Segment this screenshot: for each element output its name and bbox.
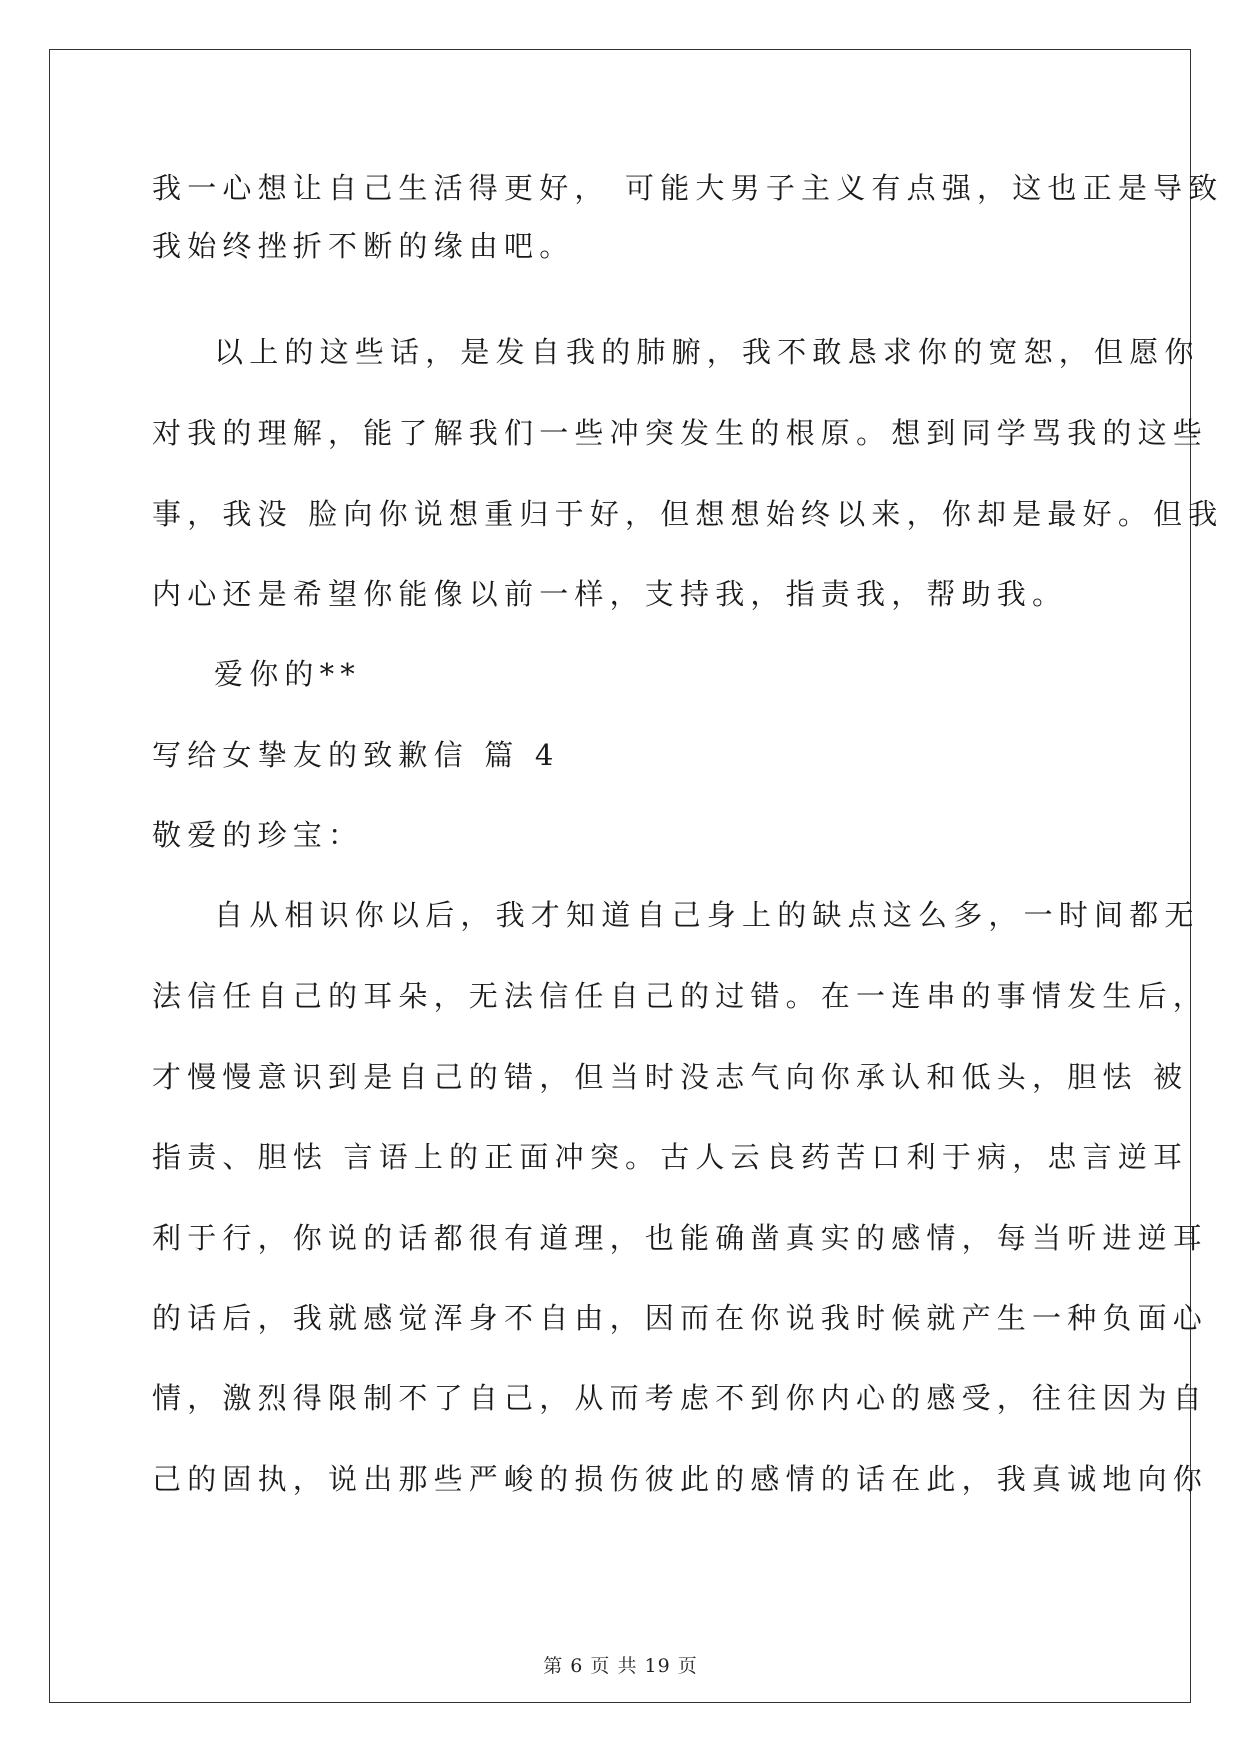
text-line-6: 内心还是希望你能像以前一样，支持我，指责我，帮助我。 — [152, 577, 1068, 611]
text-line-14: 利于行，你说的话都很有道理，也能确凿真实的感情，每当听进逆耳 — [152, 1221, 1209, 1255]
text-line-5: 事，我没 脸向你说想重归于好，但想想始终以来，你却是最好。但我 — [152, 497, 1224, 531]
text-line-3: 以上的这些话，是发自我的肺腑，我不敢恳求你的宽恕，但愿你 — [214, 335, 1200, 369]
text-line-12: 才慢慢意识到是自己的错，但当时没志气向你承认和低头，胆怯 被 — [152, 1060, 1189, 1094]
section-heading: 写给女挚友的致歉信 篇 4 — [152, 738, 560, 772]
signature-line: 爱你的** — [214, 657, 362, 691]
text-line-13: 指责、胆怯 言语上的正面冲突。古人云良药苦口利于病，忠言逆耳 — [152, 1140, 1189, 1174]
text-line-10: 自从相识你以后，我才知道自己身上的缺点这么多，一时间都无 — [214, 898, 1200, 932]
text-line-11: 法信任自己的耳朵，无法信任自己的过错。在一连串的事情发生后， — [152, 979, 1209, 1013]
salutation: 敬爱的珍宝： — [152, 818, 364, 852]
text-line-4: 对我的理解，能了解我们一些冲突发生的根原。想到同学骂我的这些 — [152, 416, 1209, 450]
page-border — [49, 49, 1191, 1703]
text-line-2: 我始终挫折不断的缘由吧。 — [152, 229, 575, 263]
page-number-footer: 第 6 页 共 19 页 — [543, 1655, 698, 1677]
text-line-17: 己的固执，说出那些严峻的损伤彼此的感情的话在此，我真诚地向你 — [152, 1462, 1209, 1496]
text-line-16: 情，激烈得限制不了自己，从而考虑不到你内心的感受，往往因为自 — [152, 1381, 1209, 1415]
text-line-15: 的话后，我就感觉浑身不自由，因而在你说我时候就产生一种负面心 — [152, 1301, 1209, 1335]
text-line-1: 我一心想让自己生活得更好， 可能大男子主义有点强，这也正是导致 — [152, 171, 1224, 205]
